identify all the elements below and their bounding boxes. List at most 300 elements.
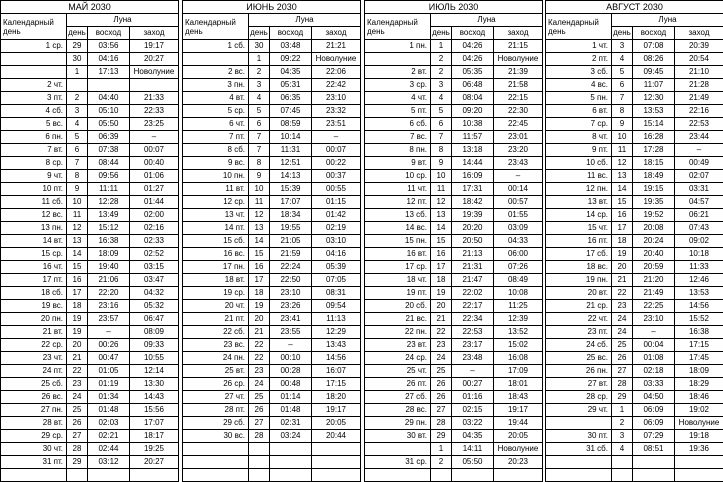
table-row: [183, 404, 361, 417]
moon-day: 19: [431, 287, 452, 300]
calendar-day: [546, 469, 612, 482]
table-row: [1, 391, 179, 404]
moon-day: 10: [249, 183, 270, 196]
moon-day: 8: [67, 170, 88, 183]
calendar-day: 6 вт.: [546, 105, 612, 118]
moonrise-time: 01:34: [88, 391, 130, 404]
moon-day: 10: [612, 131, 633, 144]
table-row: [546, 92, 723, 105]
calendar-day: 16 чт.: [1, 261, 67, 274]
moonset-time: 21:33: [130, 92, 179, 105]
moon-day: [249, 443, 270, 456]
table-row: [365, 443, 543, 456]
calendar-day-header-line2: день: [367, 27, 385, 36]
moonrise-time: 01:48: [270, 404, 312, 417]
calendar-day: 13 сб.: [365, 209, 431, 222]
moonrise-time: 01:16: [452, 391, 494, 404]
table-row: [1, 66, 179, 79]
moon-day: 17: [612, 222, 633, 235]
moonrise-time: 22:24: [270, 261, 312, 274]
table-row: [183, 300, 361, 313]
calendar-day: 15 сб.: [183, 235, 249, 248]
table-row: [183, 66, 361, 79]
moonrise-time: 06:35: [270, 92, 312, 105]
table-row: [1, 404, 179, 417]
moonrise-time: 22:20: [88, 287, 130, 300]
moonrise-time: 12:51: [270, 157, 312, 170]
calendar-day: 11 чт.: [365, 183, 431, 196]
table-row: [1, 365, 179, 378]
moonset-time: [312, 456, 361, 469]
table-row: [365, 40, 543, 53]
moonset-time: 01:44: [130, 196, 179, 209]
moonrise-time: 10:14: [270, 131, 312, 144]
month-table-june: [182, 0, 360, 444]
moonset-time: [675, 456, 723, 469]
moon-day: 5: [249, 105, 270, 118]
moon-day: 4: [612, 443, 633, 456]
calendar-day: 3 сб.: [546, 66, 612, 79]
moonset-time: 14:56: [675, 300, 723, 313]
moonset-time: 17:15: [675, 339, 723, 352]
table-row: [365, 378, 543, 391]
moonrise-time: 05:31: [270, 79, 312, 92]
moonset-time: 15:02: [494, 339, 543, 352]
moon-day: [612, 456, 633, 469]
moon-day: 6: [431, 118, 452, 131]
calendar-day: 9 чт.: [1, 170, 67, 183]
calendar-day: 17 ср.: [365, 261, 431, 274]
moonrise-time: 02:21: [88, 430, 130, 443]
table-row: [183, 170, 361, 183]
moonset-time: 00:57: [494, 196, 543, 209]
month-title: АВГУСТ 2030: [546, 1, 723, 14]
table-row: [365, 339, 543, 352]
calendar-day: 18 вс.: [546, 261, 612, 274]
moonrise-time: –: [270, 339, 312, 352]
moon-day: 7: [431, 131, 452, 144]
calendar-day: 24 пт.: [1, 365, 67, 378]
moonset-time: [130, 79, 179, 92]
table-row: [546, 40, 723, 53]
calendar-day: 6 пн.: [1, 131, 67, 144]
moonrise-time: 03:12: [88, 456, 130, 469]
calendar-day: 12 пт.: [365, 196, 431, 209]
moon-day: 11: [67, 209, 88, 222]
moon-day: [249, 456, 270, 469]
moon-day: 7: [249, 144, 270, 157]
moon-day: 19: [249, 300, 270, 313]
moon-day: 2: [612, 417, 633, 430]
moon-day: 24: [67, 391, 88, 404]
moonrise-time: 19:15: [633, 183, 675, 196]
moonset-time: 04:33: [494, 235, 543, 248]
moonrise-time: 12:28: [88, 196, 130, 209]
table-row: [365, 79, 543, 92]
table-row: [183, 248, 361, 261]
moonrise-time: 06:09: [633, 417, 675, 430]
calendar-day: 4 чт.: [365, 92, 431, 105]
moonrise-time: 08:51: [633, 443, 675, 456]
calendar-day: 20 чт.: [183, 300, 249, 313]
table-row: [546, 313, 723, 326]
moonrise-time: 09:20: [452, 105, 494, 118]
moonset-time: 16:07: [312, 365, 361, 378]
moonrise-time: 18:34: [270, 209, 312, 222]
calendar-day: 15 чт.: [546, 222, 612, 235]
moonrise-time: 20:40: [633, 248, 675, 261]
moonrise-time: [270, 443, 312, 456]
moonrise-time: 08:59: [270, 118, 312, 131]
moon-day: 20: [67, 339, 88, 352]
calendar-day: 23 вт.: [365, 339, 431, 352]
table-row: [365, 157, 543, 170]
calendar-day-header-line2: день: [548, 27, 566, 36]
table-row: [1, 469, 179, 482]
moonrise-time: 08:26: [633, 53, 675, 66]
calendar-day: [1, 469, 67, 482]
moon-day: 25: [612, 339, 633, 352]
moon-day: 6: [249, 118, 270, 131]
month-table-august: [545, 0, 723, 444]
calendar-day: 26 ср.: [183, 378, 249, 391]
moon-day: 2: [431, 66, 452, 79]
calendar-day: 26 пт.: [365, 378, 431, 391]
table-row: [1, 378, 179, 391]
calendar-day: 8 чт.: [546, 131, 612, 144]
moonset-time: 00:55: [312, 183, 361, 196]
calendar-day: 17 пн.: [183, 261, 249, 274]
moon-day: 4: [249, 92, 270, 105]
calendar-day: 18 вт.: [183, 274, 249, 287]
moonrise-time: 18:09: [88, 248, 130, 261]
moonrise-time: 19:35: [633, 196, 675, 209]
moon-day: 25: [431, 365, 452, 378]
table-row: [365, 352, 543, 365]
moon-day: 19: [67, 326, 88, 339]
moonset-time: 20:54: [675, 53, 723, 66]
moonset-time: 00:14: [494, 183, 543, 196]
moon-day: 18: [249, 287, 270, 300]
moonrise-time: 14:11: [452, 443, 494, 456]
moon-day: 3: [612, 40, 633, 53]
table-row: [546, 144, 723, 157]
moonset-time: 22:33: [130, 105, 179, 118]
moonset-time: 23:44: [675, 131, 723, 144]
moon-day: 9: [249, 170, 270, 183]
moonset-time: 09:02: [675, 235, 723, 248]
calendar-day-header-line1: Календарный: [185, 18, 236, 27]
moon-day: 29: [67, 456, 88, 469]
calendar-day: 5 пн.: [546, 92, 612, 105]
table-row: [1, 209, 179, 222]
moonset-header: заход: [130, 27, 179, 40]
moonrise-time: 21:20: [633, 274, 675, 287]
moonrise-time: 18:49: [633, 170, 675, 183]
moonrise-header: восход: [88, 27, 130, 40]
calendar-day: 7 ср.: [546, 118, 612, 131]
moonrise-time: 04:26: [452, 53, 494, 66]
moonrise-time: 19:55: [270, 222, 312, 235]
table-row: [183, 469, 361, 482]
moonset-time: [312, 469, 361, 482]
calendar-day: 6 чт.: [183, 118, 249, 131]
moonrise-header: восход: [270, 27, 312, 40]
moon-day: 17: [431, 261, 452, 274]
table-row: [183, 456, 361, 469]
calendar-day: 29 пн.: [365, 417, 431, 430]
calendar-day: [1, 66, 67, 79]
moonset-time: 18:17: [130, 430, 179, 443]
moonset-time: 12:39: [494, 313, 543, 326]
moonset-time: 11:33: [675, 261, 723, 274]
calendar-day: [183, 443, 249, 456]
table-row: [546, 417, 723, 430]
moonset-time: 00:37: [312, 170, 361, 183]
calendar-day: 29 сб.: [183, 417, 249, 430]
calendar-day-header: [1, 14, 67, 40]
table-row: [183, 391, 361, 404]
moonrise-time: [633, 469, 675, 482]
moonrise-time: 05:35: [452, 66, 494, 79]
moonset-time: 06:00: [494, 248, 543, 261]
moon-day: 13: [612, 170, 633, 183]
calendar-day: 14 ср.: [546, 209, 612, 222]
table-row: [1, 339, 179, 352]
table-row: [546, 456, 723, 469]
table-row: [365, 118, 543, 131]
moonset-time: 06:21: [675, 209, 723, 222]
moonset-time: 10:18: [675, 248, 723, 261]
moonset-time: 23:25: [130, 118, 179, 131]
table-row: [365, 131, 543, 144]
table-row: [365, 105, 543, 118]
moonset-time: 21:39: [494, 66, 543, 79]
moon-day: 16: [67, 274, 88, 287]
calendar-day: 30 вт.: [365, 430, 431, 443]
moonset-time: [494, 469, 543, 482]
calendar-day: 21 вс.: [365, 313, 431, 326]
table-row: [546, 157, 723, 170]
table-row: [1, 40, 179, 53]
moon-day: 9: [431, 157, 452, 170]
moonset-time: [130, 469, 179, 482]
moonset-time: 17:45: [675, 352, 723, 365]
moon-day: 24: [431, 352, 452, 365]
moonset-time: 22:45: [494, 118, 543, 131]
moon-header: Луна: [67, 14, 179, 27]
table-row: [183, 235, 361, 248]
moon-day: 17: [67, 287, 88, 300]
calendar-day: 20 вт.: [546, 287, 612, 300]
table-row: [183, 209, 361, 222]
moon-day: 21: [612, 274, 633, 287]
moon-day: 7: [249, 131, 270, 144]
table-row: [546, 131, 723, 144]
moonset-time: 22:53: [675, 118, 723, 131]
table-row: [1, 443, 179, 456]
calendar-day: 12 пн.: [546, 183, 612, 196]
moonset-time: 20:27: [130, 456, 179, 469]
moonrise-time: 06:48: [452, 79, 494, 92]
moonrise-time: 21:13: [452, 248, 494, 261]
moon-day-header: день: [249, 27, 270, 40]
table-row: [183, 443, 361, 456]
moon-day: 13: [431, 209, 452, 222]
calendar-day: 19 вс.: [1, 300, 67, 313]
table-row: [183, 417, 361, 430]
moonrise-time: 20:50: [452, 235, 494, 248]
table-row: [546, 274, 723, 287]
moonset-time: 01:06: [130, 170, 179, 183]
moon-day: [612, 469, 633, 482]
moonset-time: 22:30: [494, 105, 543, 118]
moonset-time: Новолуние: [675, 417, 723, 430]
moonset-time: 02:16: [130, 222, 179, 235]
calendar-day: 27 вт.: [546, 378, 612, 391]
moon-day: 26: [431, 378, 452, 391]
table-row: [365, 92, 543, 105]
moonset-time: 18:29: [675, 378, 723, 391]
moonset-time: 18:43: [494, 391, 543, 404]
moonrise-time: 21:47: [452, 274, 494, 287]
calendar-day: 24 пн.: [183, 352, 249, 365]
moonset-time: 07:43: [675, 222, 723, 235]
moon-day: 3: [612, 430, 633, 443]
table-row: [546, 53, 723, 66]
table-row: [365, 313, 543, 326]
moonset-time: 05:32: [130, 300, 179, 313]
moonrise-time: 17:13: [88, 66, 130, 79]
moon-day: 15: [612, 196, 633, 209]
moonrise-time: [88, 79, 130, 92]
moonset-time: 23:01: [494, 131, 543, 144]
moon-day: 14: [431, 222, 452, 235]
moonset-time: 10:08: [494, 287, 543, 300]
moonset-header: заход: [675, 27, 723, 40]
moonrise-time: 00:47: [88, 352, 130, 365]
moonrise-time: 16:38: [88, 235, 130, 248]
moon-day: 16: [431, 248, 452, 261]
moon-day: 24: [612, 326, 633, 339]
moonset-time: 12:46: [675, 274, 723, 287]
table-row: [546, 352, 723, 365]
moon-day: 16: [612, 209, 633, 222]
calendar-day: [365, 443, 431, 456]
table-row: [183, 287, 361, 300]
moon-day: 16: [249, 261, 270, 274]
calendar-day: 23 чт.: [1, 352, 67, 365]
moon-day: 6: [67, 144, 88, 157]
moon-day: 19: [612, 248, 633, 261]
moon-day: 26: [249, 404, 270, 417]
calendar-day: 7 пт.: [183, 131, 249, 144]
moonrise-time: 23:17: [452, 339, 494, 352]
table-row: [365, 53, 543, 66]
moon-day: 15: [249, 248, 270, 261]
table-row: [546, 222, 723, 235]
moonrise-time: 01:19: [88, 378, 130, 391]
table-row: [365, 248, 543, 261]
moon-day: 27: [67, 430, 88, 443]
table-row: [365, 170, 543, 183]
moon-day: 2: [431, 53, 452, 66]
moonset-time: Новолуние: [130, 66, 179, 79]
moon-day: 26: [431, 391, 452, 404]
table-row: [183, 261, 361, 274]
table-row: [1, 118, 179, 131]
moonset-time: 20:23: [494, 456, 543, 469]
table-row: [183, 326, 361, 339]
moonset-time: 19:17: [130, 40, 179, 53]
table-row: [365, 430, 543, 443]
moonset-time: 18:09: [675, 365, 723, 378]
calendar-day: 31 сб.: [546, 443, 612, 456]
moonrise-time: 02:44: [88, 443, 130, 456]
moonset-time: 13:43: [312, 339, 361, 352]
moonrise-time: 18:15: [633, 157, 675, 170]
moon-day: 23: [249, 365, 270, 378]
table-row: [365, 235, 543, 248]
table-row: [546, 118, 723, 131]
moon-day: 2: [431, 456, 452, 469]
moonrise-time: 00:04: [633, 339, 675, 352]
table-row: [546, 66, 723, 79]
moonset-time: 21:15: [494, 40, 543, 53]
moonrise-time: 02:15: [452, 404, 494, 417]
moonset-time: 01:55: [494, 209, 543, 222]
moonrise-time: 19:40: [88, 261, 130, 274]
moon-day: 18: [67, 300, 88, 313]
calendar-day: 11 сб.: [1, 196, 67, 209]
moonrise-time: 10:38: [452, 118, 494, 131]
moonset-time: 08:49: [494, 274, 543, 287]
table-row: [183, 222, 361, 235]
table-row: [183, 196, 361, 209]
moon-day: 24: [249, 378, 270, 391]
moonset-time: 21:49: [675, 92, 723, 105]
moonrise-time: 14:44: [452, 157, 494, 170]
moonrise-time: 16:28: [633, 131, 675, 144]
moonrise-time: 20:59: [633, 261, 675, 274]
table-row: [183, 313, 361, 326]
moonrise-time: 04:50: [633, 391, 675, 404]
moon-day: 23: [67, 378, 88, 391]
moon-day: 27: [431, 404, 452, 417]
moonset-time: 12:14: [130, 365, 179, 378]
moonset-time: 22:15: [494, 92, 543, 105]
moonset-time: 23:32: [312, 105, 361, 118]
table-row: [1, 248, 179, 261]
calendar-day: 26 вс.: [1, 391, 67, 404]
moon-day: 1: [612, 404, 633, 417]
table-row: [1, 144, 179, 157]
calendar-day-header: [546, 14, 612, 40]
moonrise-time: 01:05: [88, 365, 130, 378]
table-row: [546, 443, 723, 456]
calendar-day: 23 пт.: [546, 326, 612, 339]
moon-day-header: день: [431, 27, 452, 40]
moonset-time: 20:39: [675, 40, 723, 53]
table-row: [546, 105, 723, 118]
moonset-time: 02:07: [675, 170, 723, 183]
table-row: [365, 404, 543, 417]
moon-day: 4: [67, 118, 88, 131]
table-row: [1, 287, 179, 300]
moonrise-time: 00:27: [452, 378, 494, 391]
moon-day: 8: [612, 105, 633, 118]
moon-day: 18: [431, 274, 452, 287]
